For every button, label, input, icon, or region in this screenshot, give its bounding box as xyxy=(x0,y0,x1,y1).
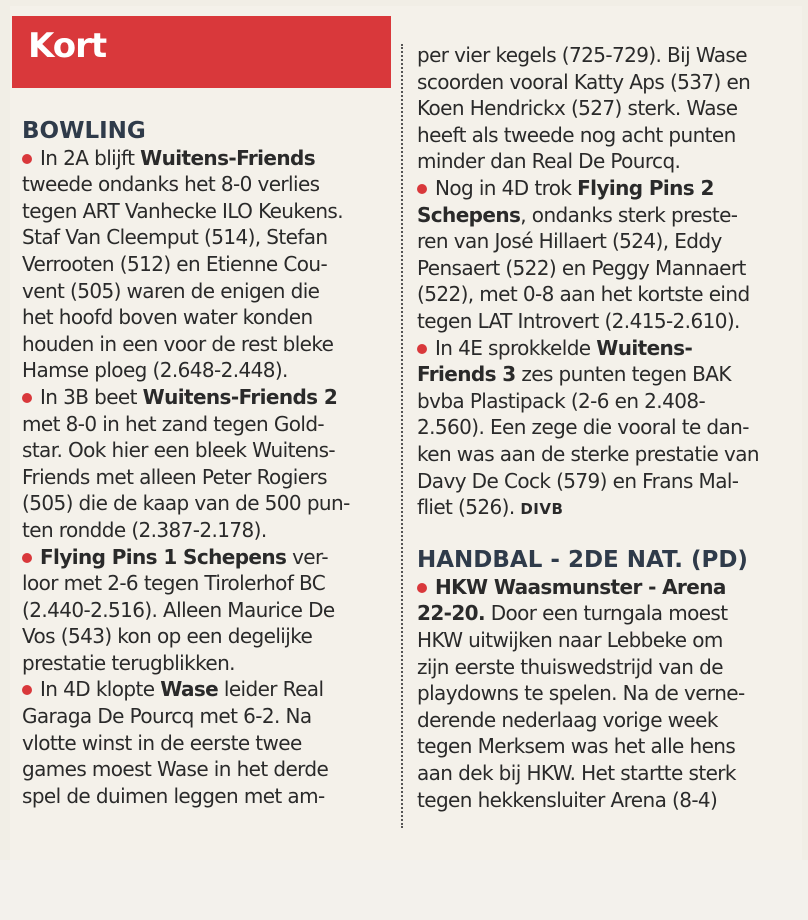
paragraph-line: Vos (543) kon op een degelijke xyxy=(22,624,313,649)
paragraph-line: heeft als tweede nog acht punten xyxy=(417,122,736,147)
paragraph-line: Schepens, ondanks sterk preste- xyxy=(417,202,738,227)
section-title: Kort xyxy=(28,26,107,66)
paragraph-line: ten rondde (2.387-2.178). xyxy=(22,517,267,542)
paragraph-line: tegen hekkensluiter Arena (8-4) xyxy=(417,787,718,812)
paragraph-line: vent (505) waren de enigen die xyxy=(22,278,320,303)
scan-margin xyxy=(0,860,808,920)
paragraph-line: (2.440-2.516). Alleen Maurice De xyxy=(22,597,335,622)
paragraph-line: In 4E sprokkelde Wuitens- xyxy=(417,335,759,362)
paragraph-line: scoorden vooral Katty Aps (537) en xyxy=(417,69,751,94)
paragraph-line: In 3B beet Wuitens-Friends 2 xyxy=(22,384,350,411)
paragraph-line: Pensaert (522) en Peggy Mannaert xyxy=(417,255,746,280)
bullet-icon xyxy=(417,344,427,354)
column-divider xyxy=(401,44,403,828)
paragraph-line: 2.560). Een zege die vooral te dan- xyxy=(417,415,749,440)
paragraph-line: Koen Hendrickx (527) sterk. Wase xyxy=(417,96,738,121)
paragraph-line: games moest Wase in het derde xyxy=(22,757,329,782)
paragraph-line: prestatie terugblikken. xyxy=(22,650,235,675)
paragraph-line: tegen Merksem was het alle hens xyxy=(417,734,736,759)
paragraph-line: star. Ook hier een bleek Wuitens- xyxy=(22,438,336,463)
paragraph-line: derende nederlaag vorige week xyxy=(417,707,718,732)
paragraph-line: ren van José Hillaert (524), Eddy xyxy=(417,229,722,254)
paragraph-line: Flying Pins 1 Schepens ver- xyxy=(22,544,350,571)
handbal-heading: HANDBAL - 2DE NAT. (PD) xyxy=(417,547,748,574)
right-column xyxy=(417,42,759,813)
paragraph-line: HKW uitwijken naar Lebbeke om xyxy=(417,628,723,653)
paragraph-line: Hamse ploeg (2.648-2.448). xyxy=(22,358,288,383)
paragraph-line: loor met 2-6 tegen Tirolerhof BC xyxy=(22,571,326,596)
paragraph-line: vlotte winst in de eerste twee xyxy=(22,730,302,755)
paragraph-line: Garaga De Pourcq met 6-2. Na xyxy=(22,704,312,729)
paragraph-line: aan dek bij HKW. Het startte sterk xyxy=(417,761,736,786)
paragraph-line: 22-20. Door een turngala moest xyxy=(417,601,728,626)
paragraph-line: tweede ondanks het 8-0 verlies xyxy=(22,172,320,197)
paragraph-line: HKW Waasmunster - Arena xyxy=(417,574,759,601)
bullet-icon xyxy=(22,393,32,403)
paragraph-line: fliet (526). DIVB xyxy=(417,495,564,520)
paragraph-line: tegen ART Vanhecke ILO Keukens. xyxy=(22,198,343,223)
bowling-heading: BOWLING xyxy=(22,118,146,144)
paragraph-line: In 2A blijft Wuitens-Friends xyxy=(22,145,350,172)
paragraph-line: bvba Plastipack (2-6 en 2.408- xyxy=(417,388,706,413)
paragraph-line: Staf Van Cleemput (514), Stefan xyxy=(22,225,328,250)
paragraph-line: minder dan Real De Pourcq. xyxy=(417,149,681,174)
paragraph-line: per vier kegels (725-729). Bij Wase xyxy=(417,43,747,67)
bullet-icon xyxy=(22,154,32,164)
paragraph-line: Friends 3 zes punten tegen BAK xyxy=(417,362,731,387)
paragraph-line: In 4D klopte Wase leider Real xyxy=(22,676,350,703)
paragraph-line: met 8-0 in het zand tegen Gold- xyxy=(22,411,325,436)
paragraph-line: playdowns te spelen. Na de verne- xyxy=(417,681,745,706)
paragraph-line: Nog in 4D trok Flying Pins 2 xyxy=(417,175,759,202)
section-banner xyxy=(12,16,391,88)
paragraph-line: (522), met 0-8 aan het kortste eind xyxy=(417,282,750,307)
paragraph-line: Verrooten (512) en Etienne Cou- xyxy=(22,251,328,276)
bullet-icon xyxy=(22,685,32,695)
paragraph-line: tegen LAT Introvert (2.415-2.610). xyxy=(417,308,740,333)
bullet-icon xyxy=(417,184,427,194)
paragraph-line: het hoofd boven water konden xyxy=(22,305,313,330)
paragraph-line: ken was aan de sterke prestatie van xyxy=(417,441,759,466)
paragraph-line: Friends met alleen Peter Rogiers xyxy=(22,464,327,489)
paragraph-line: zijn eerste thuiswedstrijd van de xyxy=(417,654,723,679)
spacer-line xyxy=(417,521,759,548)
paragraph-line: houden in een voor de rest bleke xyxy=(22,331,334,356)
paragraph-line: spel de duimen leggen met am- xyxy=(22,783,325,808)
left-column xyxy=(22,118,350,809)
bullet-icon xyxy=(417,583,427,593)
bullet-icon xyxy=(22,553,32,563)
paragraph-line: Davy De Cock (579) en Frans Mal- xyxy=(417,468,739,493)
paragraph-line: (505) die de kaap van de 500 pun- xyxy=(22,491,350,516)
author-tag: DIVB xyxy=(520,500,564,519)
